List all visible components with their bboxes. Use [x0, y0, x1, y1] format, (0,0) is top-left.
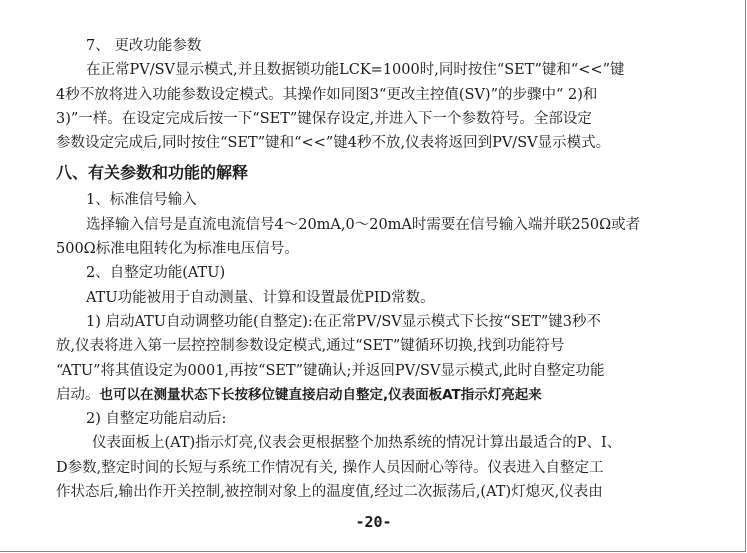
sub1-title: 1、标准信号输入 [86, 192, 197, 209]
sub2-item2-line-2: D参数,整定时间的长短与系统工作情况有关, 操作人员因耐心等待。仪表进入自整定工 [56, 459, 604, 476]
sub2-item1-line-3: “ATU”将其值设定为0001,再按“SET”键确认;并返回PV/SV显示模式,此时自整定功能 [56, 362, 605, 379]
section8-heading: 八、有关参数和功能的解释 [56, 163, 249, 183]
sub2-item1-last-normal: 启动。 [56, 386, 100, 403]
sub2-title: 2、自整定功能(ATU) [86, 265, 226, 282]
sub2-item1-last-bold: 也可以在测量状态下长按移位键直接启动自整定,仪表面板AT指示灯亮起来 [99, 386, 542, 403]
sub1-line-2: 500Ω标准电阻转化为标准电压信号。 [56, 241, 299, 258]
sub2-item2-line-1: 仪表面板上(AT)指示灯亮,仪表会更根据整个加热系统的情况计算出最适合的P、I、 [92, 435, 622, 452]
sub2-intro: ATU功能被用于自动测量、计算和设置最优PID常数。 [86, 289, 435, 306]
page-number: -20- [355, 513, 392, 531]
section7-line-2: 4秒不放将进入功能参数设定模式。其操作如同图3“更改主控值(SV)”的步骤中“ 2)和 [56, 86, 598, 103]
section7-line-4: 参数设定完成后,同时按住“SET”键和“<<”键4秒不放,仪表将返回到PV/SV显示模式。 [56, 135, 611, 152]
sub2-item1-line-2: 放,仪表将进入第一层控控制参数设定模式,通过“SET”键循环切换,找到功能符号 [56, 338, 565, 355]
section7-title: 7、 更改功能参数 [86, 38, 202, 54]
section7-line-3: 3)”一样。在设定完成后按一下“SET”键保存设定,并进入下一个参数符号。全部设定 [56, 110, 592, 127]
sub2-item2-title: 2) 自整定功能启动后: [86, 411, 227, 428]
section7-line-1: 在正常PV/SV显示模式,并且数据锁功能LCK=1000时,同时按住“SET”键和“<<”键 [86, 62, 625, 79]
sub2-item1-line-1: 1) 启动ATU自动调整功能(自整定):在正常PV/SV显示模式下长按“SET”键3秒不 [86, 313, 602, 330]
document-body [56, 34, 694, 504]
sub1-line-1: 选择输入信号是直流电流信号4～20mA,0～20mA时需要在信号输入端并联250Ω或者 [86, 216, 641, 233]
sub2-item1-line-4 [56, 383, 694, 407]
sub2-item2-line-3: 作状态后,输出作开关控制,被控制对象上的温度值,经过二次振荡后,(AT)灯熄灭,仪表由 [56, 484, 603, 501]
